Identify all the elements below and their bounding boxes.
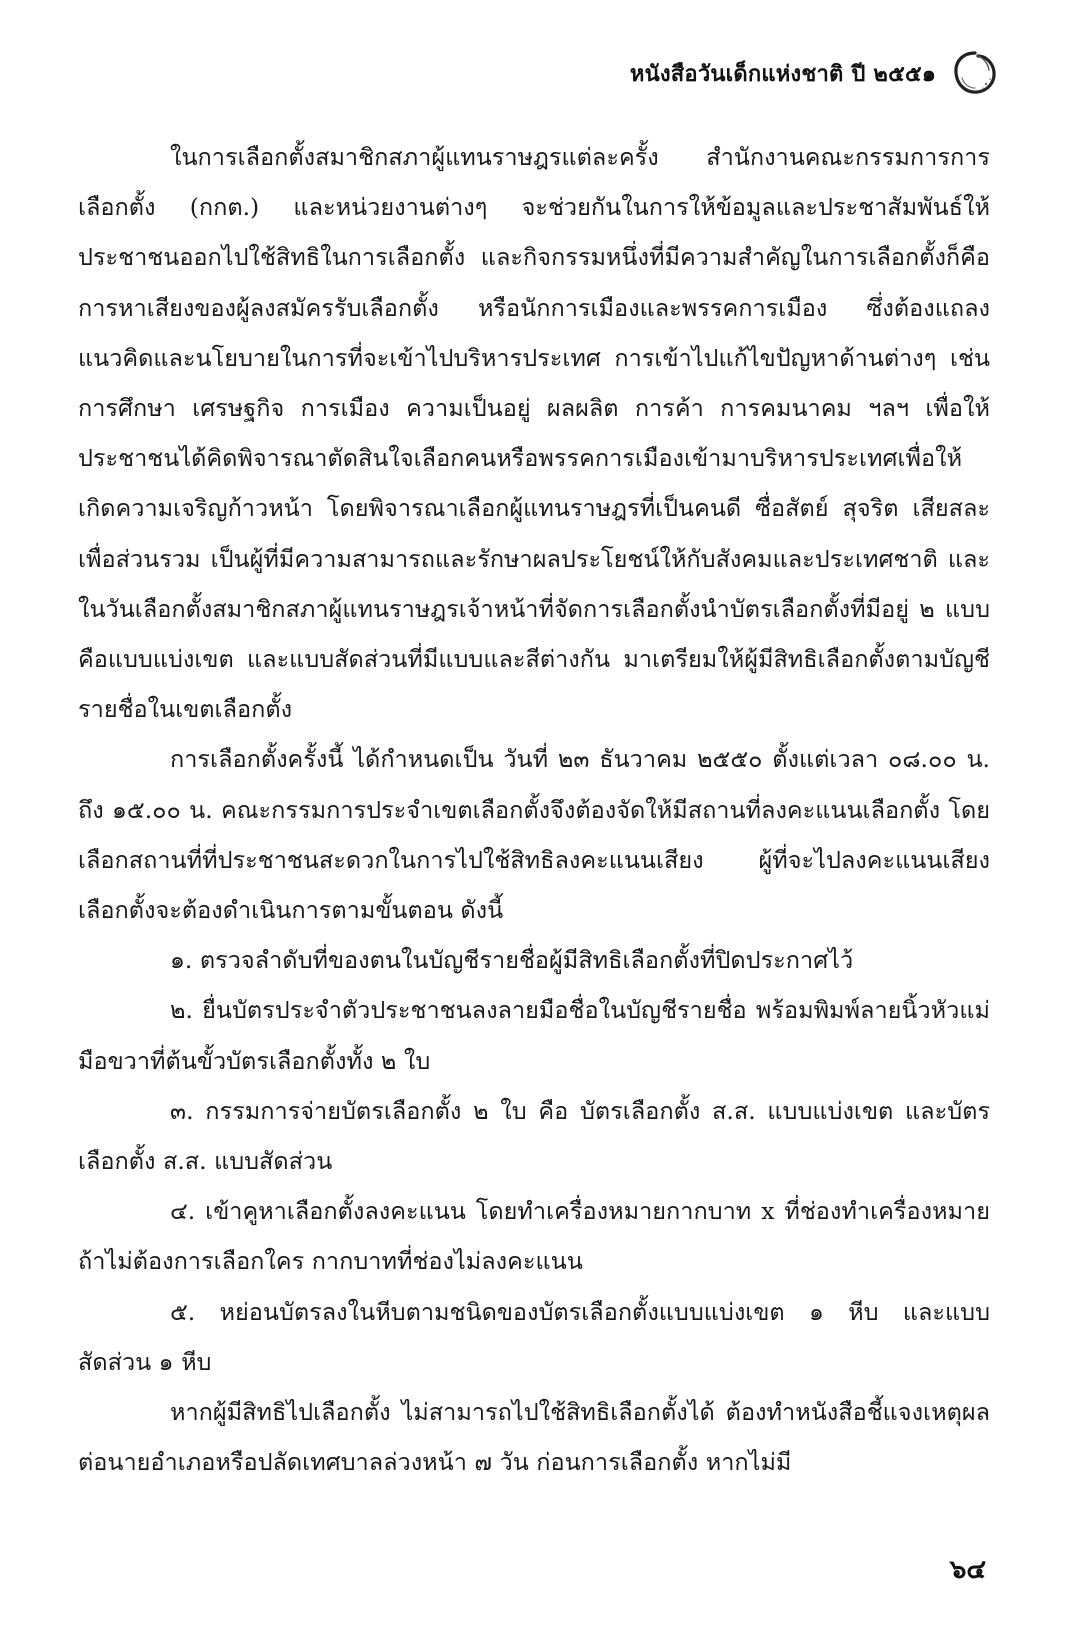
list-item-step-5: ๕. หย่อนบัตรลงในหีบตามชนิดของบัตรเลือกตั้งแบบแบ่งเขต ๑ หีบ และแบบสัดส่วน ๑ หีบ <box>78 1297 990 1376</box>
running-header <box>630 48 1000 98</box>
list-item-step-3: ๓. กรรมการจ่ายบัตรเลือกตั้ง ๒ ใบ คือ บัตรเลือกตั้ง ส.ส. แบบแบ่งเขต และบัตรเลือกตั้ง ส.ส. แบบสัดส่วน <box>78 1096 990 1176</box>
header-title: หนังสือวันเด็กแห่งชาติ ปี ๒๕๕๑ <box>629 61 936 87</box>
circle-swirl-icon <box>950 48 1000 98</box>
paragraph-intro: ในการเลือกตั้งสมาชิกสภาผู้แทนราษฎรแต่ละครั้ง สำนักงานคณะกรรมการการเลือกตั้ง (กกต.) และหน่วยงานต่างๆ จะช่วยกันในการให้ข้อมูลและประชาสัมพันธ์ให้ประชาชนออกไปใช้สิทธิในการเลือกตั้ง และกิจกรรมหนึ่งที่มีความสำคัญในการเลือกตั้งก็คือ การหาเสียงของผู้ลงสมัครรับเลือกตั้ง หรือนักการเมืองและพรรคการเมือง ซึ่งต้องแถลงแนวคิดและนโยบายในการที่จะเข้าไปบริหารประเทศ การเข้าไปแก้ไขปัญหาด้านต่างๆ เช่น การศึกษา เศรษฐกิจ การเมือง ความเป็นอยู่ ผลผลิต การค้า การคมนาคม ฯลฯ เพื่อให้ประชาชนได้คิดพิจารณาตัดสินใจเลือกคนหรือพรรคการเมืองเข้ามาบริหารประเทศเพื่อให้เกิดความเจริญก้าวหน้า โดยพิจารณาเลือกผู้แทนราษฎรที่เป็นคนดี ซื่อสัตย์ สุจริต เสียสละเพื่อส่วนรวม เป็นผู้ที่มีความสามารถและรักษาผลประโยชน์ให้กับสังคมและประเทศชาติ และในวันเลือกตั้งสมาชิกสภาผู้แทนราษฎรเจ้าหน้าที่จัดการเลือกตั้งนำบัตรเลือกตั้งที่มีอยู่ ๒ แบบ คือแบบแบ่งเขต และแบบสัดส่วนที่มีแบบและสีต่างกัน มาเตรียมให้ผู้มีสิทธิเลือกตั้งตามบัญชีรายชื่อในเขตเลือกตั้ง <box>78 143 990 724</box>
body-text <box>78 132 990 1487</box>
paragraph-absence: หากผู้มีสิทธิไปเลือกตั้ง ไม่สามารถไปใช้สิทธิเลือกตั้งได้ ต้องทำหนังสือชี้แจงเหตุผลต่อนายอำเภอหรือปลัดเทศบาลล่วงหน้า ๗ วัน ก่อนการเลือกตั้ง หากไม่มี <box>78 1398 990 1477</box>
list-item-step-2: ๒. ยื่นบัตรประจำตัวประชาชนลงลายมือชื่อในบัญชีรายชื่อ พร้อมพิมพ์ลายนิ้วหัวแม่มือขวาที่ต้นขั้วบัตรเลือกตั้งทั้ง ๒ ใบ <box>78 996 990 1075</box>
list-item-step-1: ๑. ตรวจลำดับที่ของตนในบัญชีรายชื่อผู้มีสิทธิเลือกตั้งที่ปิดประกาศไว้ <box>170 946 854 975</box>
list-item-step-4: ๔. เข้าคูหาเลือกตั้งลงคะแนน โดยทำเครื่องหมายกากบาท x ที่ช่องทำเครื่องหมาย ถ้าไม่ต้องการเลือกใคร กากบาทที่ช่องไม่ลงคะแนน <box>78 1197 990 1276</box>
paragraph-election-date: การเลือกตั้งครั้งนี้ ได้กำหนดเป็น วันที่ ๒๓ ธันวาคม ๒๕๕๐ ตั้งแต่เวลา ๐๘.๐๐ น. ถึง ๑๕.๐๐ น. คณะกรรมการประจำเขตเลือกตั้งจึงต้องจัดให้มีสถานที่ลงคะแนนเลือกตั้ง โดยเลือกสถานที่ที่ประชาชนสะดวกในการไปใช้สิทธิลงคะแนนเสียง ผู้ที่จะไปลงคะแนนเสียงเลือกตั้งจะต้องดำเนินการตามขั้นตอน ดังนี้ <box>78 745 990 925</box>
page-number: ๖๔ <box>949 1555 986 1585</box>
